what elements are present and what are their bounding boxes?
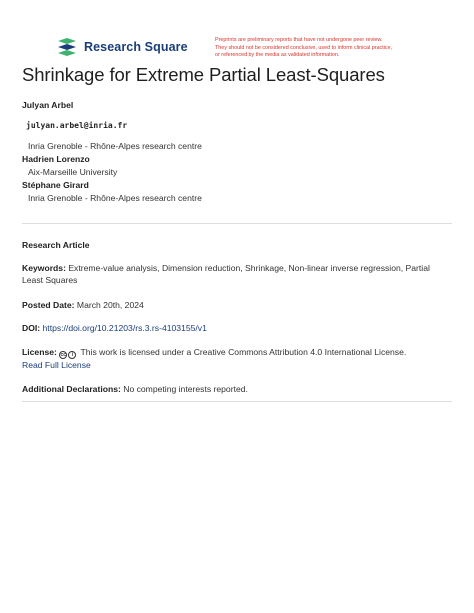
doi-section bbox=[22, 322, 452, 334]
author-name: Hadrien Lorenzo bbox=[22, 154, 90, 164]
author-list bbox=[22, 100, 452, 204]
research-square-logo-text: Research Square bbox=[84, 40, 188, 54]
research-square-logo-icon bbox=[56, 38, 78, 56]
license-value: This work is licensed under a Creative Commons Attribution 4.0 International License. bbox=[80, 347, 407, 357]
keywords-value: Extreme-value analysis, Dimension reduction, Shrinkage, Non-linear inverse regression, Partial Least Squares bbox=[22, 263, 430, 285]
author-name: Stéphane Girard bbox=[22, 180, 89, 190]
author-affiliation: Inria Grenoble - Rhône-Alpes research centre bbox=[28, 141, 202, 151]
disclaimer-line: or referenced by the media as validated information. bbox=[215, 52, 340, 58]
divider bbox=[22, 223, 452, 224]
research-square-logo[interactable] bbox=[56, 38, 188, 56]
paper-title: Shrinkage for Extreme Partial Least-Squares bbox=[22, 64, 385, 85]
author-affiliation: Inria Grenoble - Rhône-Alpes research centre bbox=[28, 193, 202, 203]
keywords-label: Keywords: bbox=[22, 263, 66, 273]
preprint-disclaimer bbox=[215, 37, 455, 60]
posted-date-label: Posted Date: bbox=[22, 300, 75, 310]
read-full-license-link[interactable]: Read Full License bbox=[22, 360, 91, 370]
cc-icon: cc bbox=[60, 352, 67, 358]
keywords-section bbox=[22, 262, 452, 286]
posted-date-value: March 20th, 2024 bbox=[76, 300, 144, 310]
declarations-label: Additional Declarations: bbox=[22, 384, 121, 394]
author-email[interactable]: julyan.arbel@inria.fr bbox=[26, 121, 128, 130]
disclaimer-line: They should not be considered conclusive, used to inform clinical practice, bbox=[215, 44, 393, 51]
by-icon: i bbox=[68, 351, 76, 359]
disclaimer-line: Preprints are preliminary reports that have not undergone peer review. bbox=[215, 37, 383, 43]
posted-date-section bbox=[22, 299, 452, 311]
license-label: License: bbox=[22, 347, 57, 357]
author-affiliation: Aix-Marseille University bbox=[28, 167, 118, 177]
license-section bbox=[22, 346, 452, 371]
doi-link[interactable]: https://doi.org/10.21203/rs.3.rs-4103155/v1 bbox=[42, 323, 207, 333]
license-icons bbox=[59, 351, 76, 359]
declarations-section bbox=[22, 383, 452, 395]
author-name: Julyan Arbel bbox=[22, 100, 74, 110]
divider bbox=[22, 401, 452, 402]
doi-label: DOI: bbox=[22, 323, 41, 333]
declarations-value: No competing interests reported. bbox=[123, 384, 248, 394]
article-type-label: Research Article bbox=[22, 240, 90, 250]
article-type bbox=[22, 239, 452, 251]
